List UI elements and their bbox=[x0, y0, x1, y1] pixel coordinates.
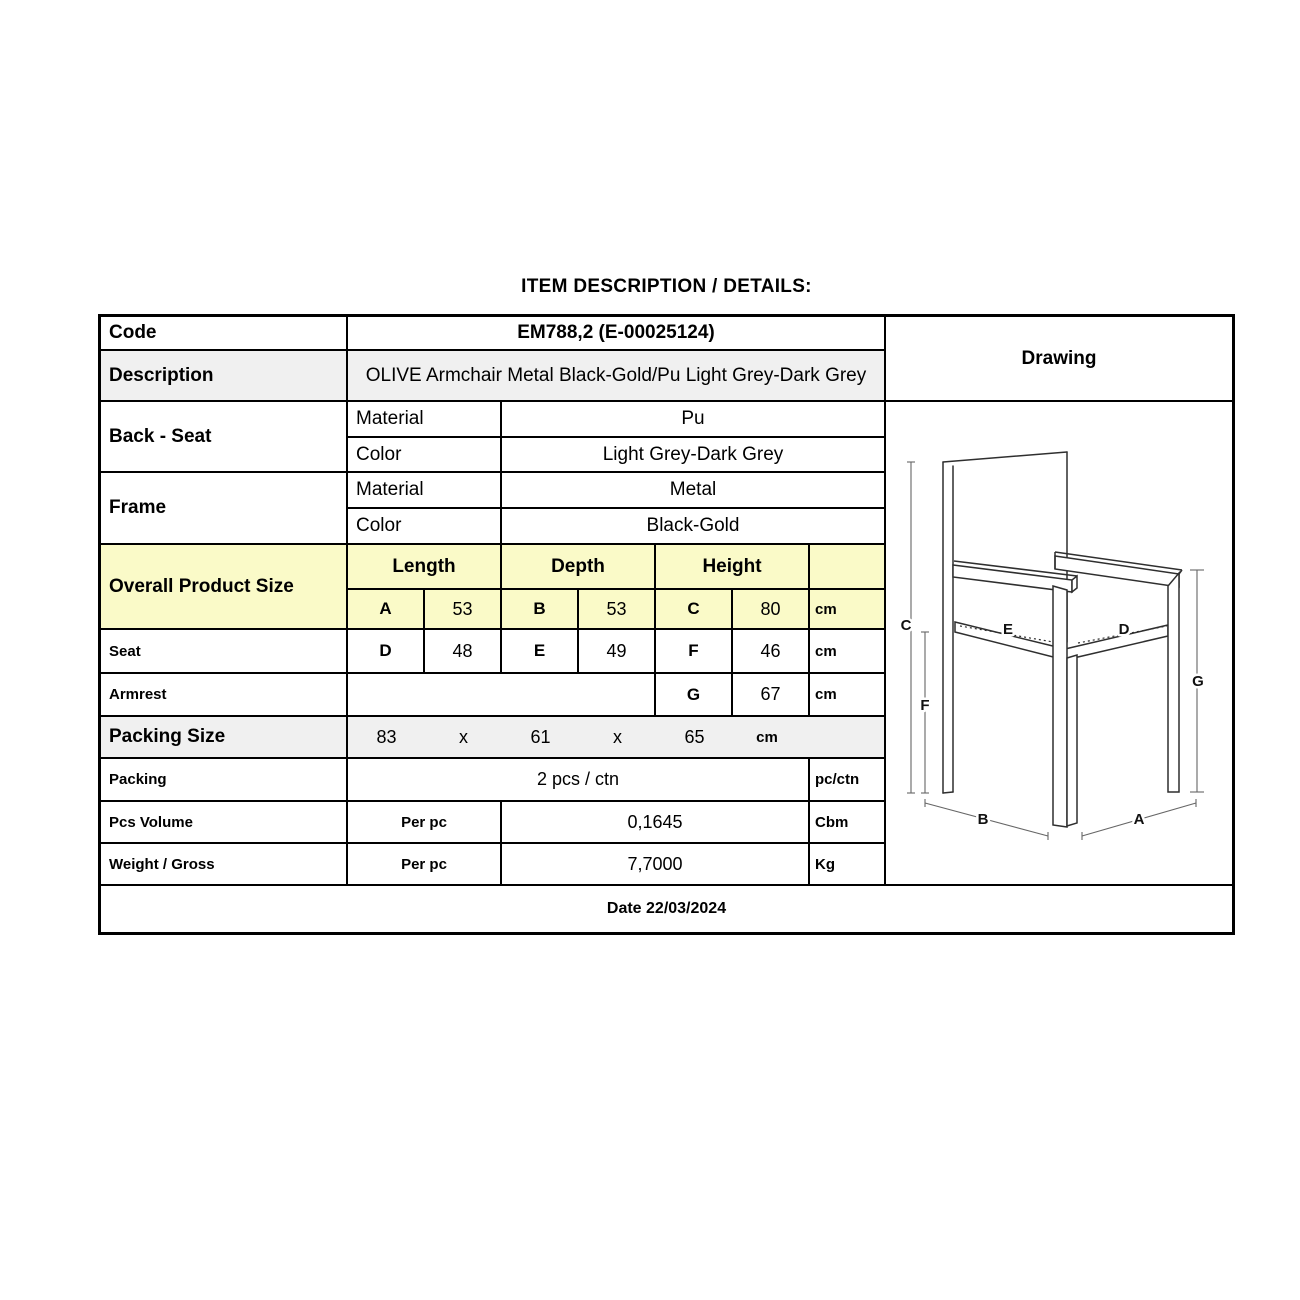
dim-label-b: B bbox=[977, 811, 989, 828]
dim-label-d: D bbox=[1118, 621, 1130, 638]
back-seat-label: Back - Seat bbox=[101, 402, 348, 473]
dim-a-value: 53 bbox=[425, 590, 502, 630]
back-seat-material-value: Pu bbox=[502, 402, 886, 438]
dim-d-value: 48 bbox=[425, 630, 502, 674]
packing-size-label: Packing Size bbox=[101, 717, 348, 759]
dim-label-f: F bbox=[920, 697, 930, 714]
armrest-unit: cm bbox=[810, 674, 886, 717]
armrest-empty-cell bbox=[348, 674, 656, 717]
pcs-volume-unit: Cbm bbox=[810, 802, 886, 844]
code-label: Code bbox=[101, 317, 348, 351]
packing-size-value3: 65 bbox=[684, 726, 705, 747]
spec-table bbox=[98, 314, 1235, 935]
dim-label-a: A bbox=[1133, 811, 1145, 828]
weight-gross-value: 7,7000 bbox=[502, 844, 810, 886]
frame-material-label: Material bbox=[348, 473, 502, 509]
pcs-volume-label: Pcs Volume bbox=[101, 802, 348, 844]
dim-c-key: C bbox=[656, 590, 733, 630]
date-row: Date 22/03/2024 bbox=[101, 886, 1232, 932]
code-value: EM788,2 (E-00025124) bbox=[348, 317, 886, 351]
length-header: Length bbox=[348, 545, 502, 590]
dim-label-g: G bbox=[1192, 673, 1204, 690]
frame-label: Frame bbox=[101, 473, 348, 545]
packing-label: Packing bbox=[101, 759, 348, 802]
weight-gross-unit: Kg bbox=[810, 844, 886, 886]
dim-f-value: 46 bbox=[733, 630, 810, 674]
dim-label-e: E bbox=[1002, 621, 1014, 638]
packing-value: 2 pcs / ctn bbox=[348, 759, 810, 802]
dim-label-c: C bbox=[900, 617, 912, 634]
dim-g-value: 67 bbox=[733, 674, 810, 717]
dim-e-key: E bbox=[502, 630, 579, 674]
dim-d-key: D bbox=[348, 630, 425, 674]
back-seat-color-value: Light Grey-Dark Grey bbox=[502, 438, 886, 473]
overall-size-empty-cell bbox=[810, 545, 886, 590]
frame-material-value: Metal bbox=[502, 473, 886, 509]
packing-size-unit: cm bbox=[756, 728, 778, 746]
weight-gross-per-label: Per pc bbox=[348, 844, 502, 886]
packing-size-values bbox=[348, 717, 886, 759]
armrest-label: Armrest bbox=[101, 674, 348, 717]
packing-size-sep2: x bbox=[613, 726, 622, 747]
frame-color-label: Color bbox=[348, 509, 502, 545]
description-value: OLIVE Armchair Metal Black-Gold/Pu Light Grey-Dark Grey bbox=[348, 351, 886, 402]
dim-a-key: A bbox=[348, 590, 425, 630]
frame-color-value: Black-Gold bbox=[502, 509, 886, 545]
seat-unit: cm bbox=[810, 630, 886, 674]
packing-size-sep1: x bbox=[459, 726, 468, 747]
chair-legs bbox=[1053, 573, 1179, 827]
height-header: Height bbox=[656, 545, 810, 590]
weight-gross-label: Weight / Gross bbox=[101, 844, 348, 886]
seat-label: Seat bbox=[101, 630, 348, 674]
dim-c-value: 80 bbox=[733, 590, 810, 630]
drawing-header: Drawing bbox=[886, 317, 1232, 402]
dim-g-key: G bbox=[656, 674, 733, 717]
overall-size-label: Overall Product Size bbox=[101, 545, 348, 630]
drawing-cell bbox=[886, 402, 1232, 886]
depth-header: Depth bbox=[502, 545, 656, 590]
dim-b-value: 53 bbox=[579, 590, 656, 630]
armchair-drawing bbox=[886, 402, 1230, 884]
pcs-volume-value: 0,1645 bbox=[502, 802, 810, 844]
pcs-volume-per-label: Per pc bbox=[348, 802, 502, 844]
dim-b-key: B bbox=[502, 590, 579, 630]
dim-e-value: 49 bbox=[579, 630, 656, 674]
page-title: ITEM DESCRIPTION / DETAILS: bbox=[521, 276, 812, 297]
overall-size-unit: cm bbox=[810, 590, 886, 630]
packing-size-value2: 61 bbox=[530, 726, 551, 747]
description-label: Description bbox=[101, 351, 348, 402]
packing-unit: pc/ctn bbox=[810, 759, 886, 802]
dim-f-key: F bbox=[656, 630, 733, 674]
packing-size-value1: 83 bbox=[376, 726, 397, 747]
back-seat-color-label: Color bbox=[348, 438, 502, 473]
back-seat-material-label: Material bbox=[348, 402, 502, 438]
